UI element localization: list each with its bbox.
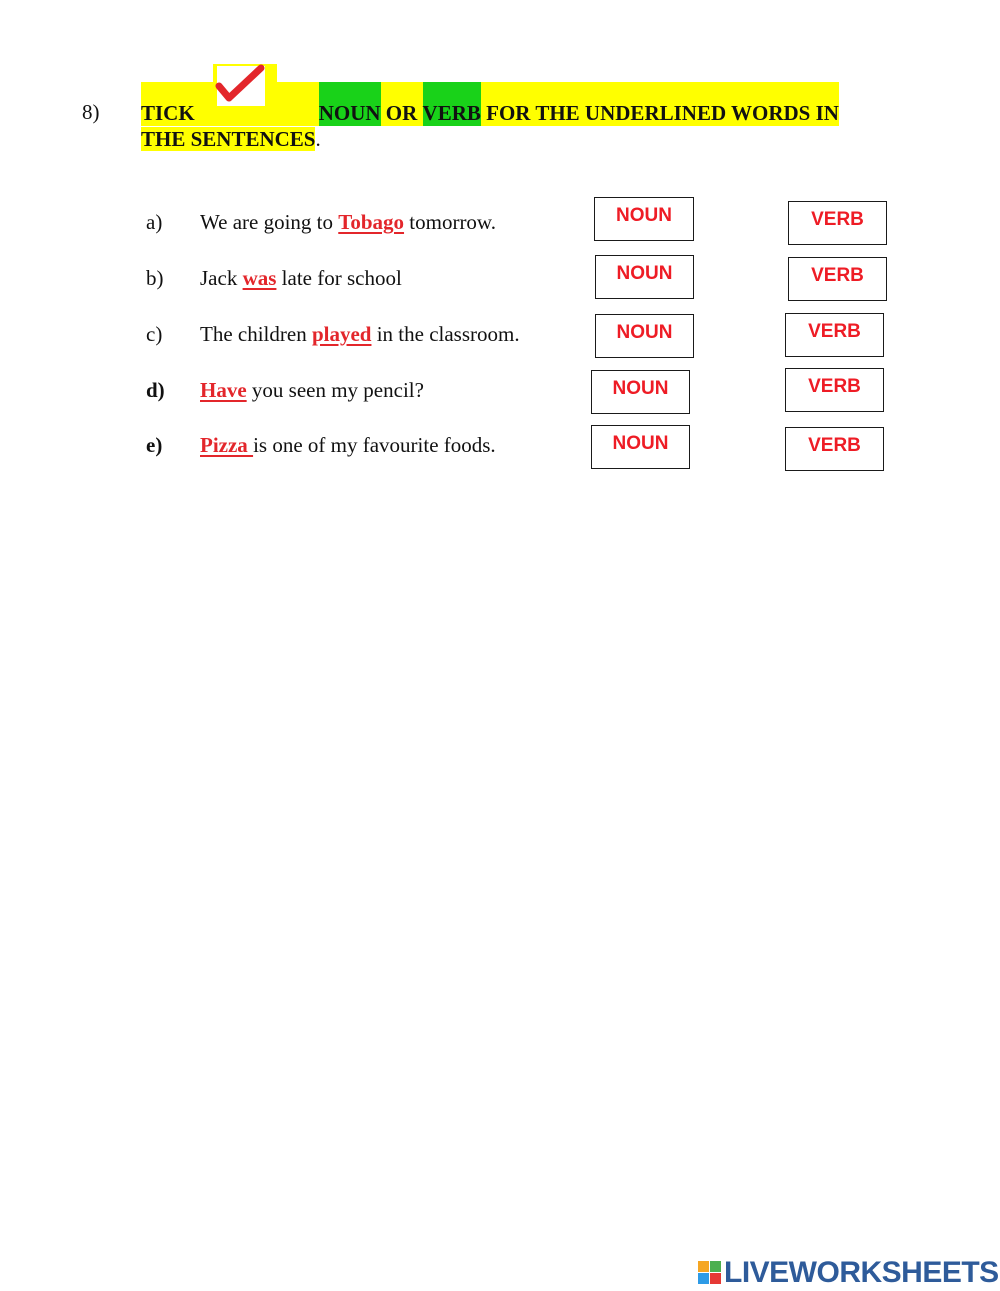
instruction-noun: NOUN <box>319 82 381 126</box>
verb-label: VERB <box>808 321 861 342</box>
brand-name: LIVEWORKSHEETS <box>724 1256 999 1289</box>
item-sentence <box>200 266 402 291</box>
noun-option-d[interactable] <box>591 370 690 414</box>
item-letter: b) <box>146 266 164 290</box>
verb-label: VERB <box>808 435 861 456</box>
instruction-or: OR <box>381 82 423 126</box>
underlined-word: Have <box>200 378 247 402</box>
sentence-before: Jack <box>200 266 243 290</box>
noun-option-a[interactable] <box>594 197 694 241</box>
verb-option-c[interactable] <box>785 313 884 357</box>
item-letter: c) <box>146 322 163 346</box>
item-letter: a) <box>146 210 163 234</box>
item-letter: e) <box>146 433 163 457</box>
instruction-tick: TICK <box>141 82 213 126</box>
liveworksheets-logo[interactable] <box>698 1256 999 1290</box>
item-sentence <box>200 210 496 235</box>
item-sentence <box>200 378 424 403</box>
liveworksheets-logo-icon <box>698 1261 722 1285</box>
noun-option-e[interactable] <box>591 425 690 469</box>
verb-label: VERB <box>811 209 864 230</box>
instruction-verb: VERB <box>423 82 481 126</box>
instruction-line2: THE SENTENCES <box>141 127 316 151</box>
underlined-word: was <box>242 266 277 290</box>
noun-label: NOUN <box>616 263 673 284</box>
verb-label: VERB <box>811 265 864 286</box>
sentence-after: you seen my pencil? <box>246 378 424 402</box>
underlined-word: Tobago <box>338 210 405 234</box>
instruction-period: . <box>315 127 321 151</box>
verb-option-b[interactable] <box>788 257 887 301</box>
noun-label: NOUN <box>616 322 673 343</box>
sentence-after: tomorrow. <box>404 210 496 234</box>
item-letter: d) <box>146 378 165 402</box>
underlined-word: Pizza <box>200 433 254 457</box>
instruction-rest: FOR THE UNDERLINED WORDS IN <box>481 82 839 126</box>
noun-option-b[interactable] <box>595 255 694 299</box>
noun-label: NOUN <box>616 205 672 226</box>
sentence-after: is one of my favourite foods. <box>253 433 496 457</box>
sentence-after: late for school <box>276 266 402 290</box>
verb-option-e[interactable] <box>785 427 884 471</box>
noun-option-c[interactable] <box>595 314 694 358</box>
item-sentence <box>200 433 496 458</box>
verb-label: VERB <box>808 376 861 397</box>
instruction <box>141 82 881 152</box>
question-number: 8) <box>82 100 100 124</box>
sentence-before: We are going to <box>200 210 339 234</box>
underlined-word: played <box>311 322 372 346</box>
noun-label: NOUN <box>612 433 669 454</box>
noun-label: NOUN <box>612 378 669 399</box>
verb-option-a[interactable] <box>788 201 887 245</box>
item-sentence <box>200 322 520 347</box>
checkmark-icon <box>213 64 277 126</box>
verb-option-d[interactable] <box>785 368 884 412</box>
sentence-before: The children <box>200 322 312 346</box>
sentence-after: in the classroom. <box>371 322 520 346</box>
